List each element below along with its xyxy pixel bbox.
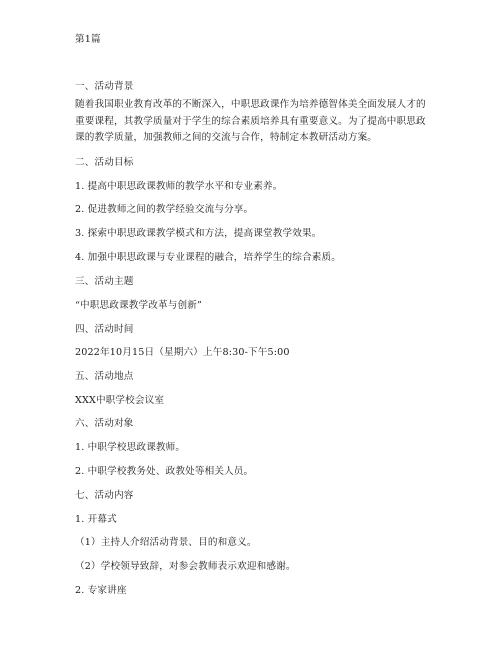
section-heading-location: 五、活动地点 — [75, 371, 134, 382]
section-heading-theme: 三、活动主题 — [75, 276, 134, 287]
theme-text: “中职思政课教学改革与创新” — [75, 300, 203, 311]
time-text: 2022年10月15日（星期六）上午8:30-下午5:00 — [75, 347, 290, 358]
location-text: XXX中职学校会议室 — [75, 395, 165, 406]
section-heading-goals: 二、活动目标 — [75, 157, 134, 168]
section-heading-background: 一、活动背景 — [75, 81, 134, 92]
content-subitem: （1）主持人介绍活动背景、目的和意义。 — [75, 537, 257, 548]
content-item: 2. 专家讲座 — [75, 585, 127, 596]
goal-item: 3. 探索中职思政课教学模式和方法，提高课堂教学效果。 — [75, 228, 322, 239]
background-paragraph: 随着我国职业教育改革的不断深入，中职思政课作为培养德智体美全面发展人才的重要课程，其教学质量对于学生的综合素质培养具有重要意义。为了提高中职思政课的教学质量，加强教师之间的交流与合作，特制定本教研活动方案。 — [75, 99, 426, 143]
goal-item: 4. 加强中职思政课与专业课程的融合，培养学生的综合素质。 — [75, 252, 341, 263]
participant-item: 2. 中职学校教务处、政教处等相关人员。 — [75, 466, 254, 477]
content-subitem: （2）学校领导致辞，对参会教师表示欢迎和感谢。 — [75, 561, 296, 572]
section-heading-participants: 六、活动对象 — [75, 418, 134, 429]
goal-item: 1. 提高中职思政课教师的教学水平和专业素养。 — [75, 181, 283, 192]
section-heading-time: 四、活动时间 — [75, 324, 134, 335]
content-item: 1. 开幕式 — [75, 514, 117, 525]
participant-item: 1. 中职学校思政课教师。 — [75, 442, 186, 453]
section-heading-content: 七、活动内容 — [75, 490, 134, 501]
goal-item: 2. 促进教师之间的教学经验交流与分享。 — [75, 204, 254, 215]
page-label: 第1篇 — [75, 34, 101, 45]
